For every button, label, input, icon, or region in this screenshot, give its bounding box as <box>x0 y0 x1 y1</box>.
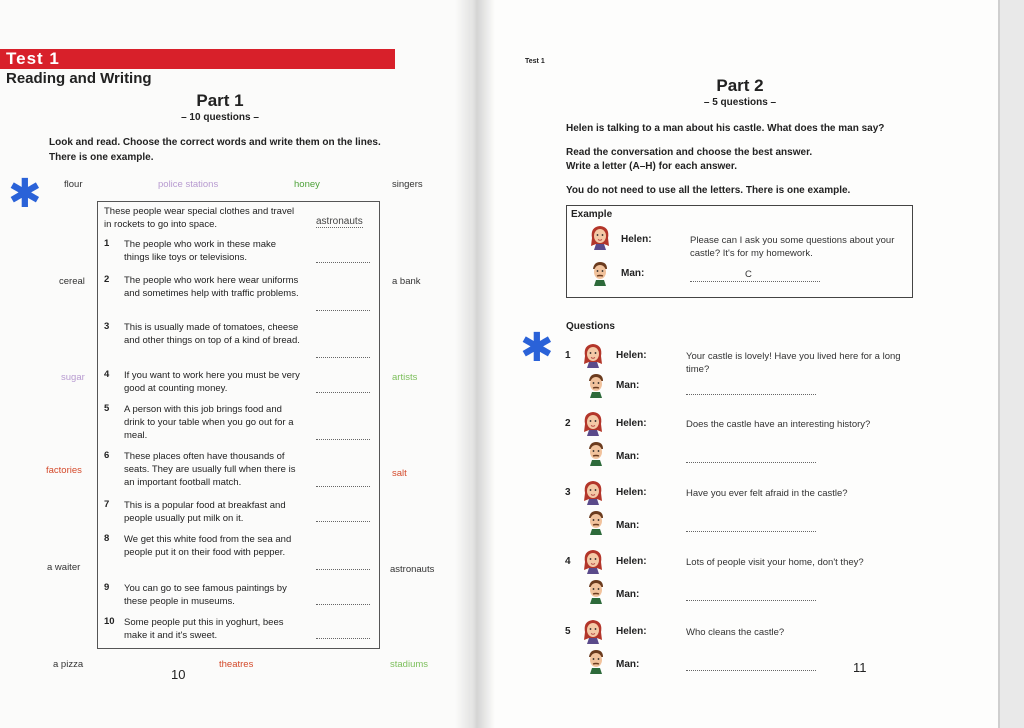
word-cereal: cereal <box>59 276 85 287</box>
answer-line[interactable] <box>316 439 370 440</box>
question-number: 2 <box>565 418 571 429</box>
question-text: These places often have thousands of seats. They are usually full when there is an important football match. <box>124 451 296 488</box>
helen-face-icon <box>582 410 604 436</box>
helen-face-icon <box>582 479 604 505</box>
part-title: Part 1 <box>196 91 244 110</box>
answer-line[interactable] <box>316 569 370 570</box>
question-text: The people who work here wear uniforms and sometimes help with traffic problems. <box>124 275 299 299</box>
question-text: This is usually made of tomatoes, cheese and other things on top of a kind of bread. <box>124 322 300 346</box>
question-text: If you want to work here you must be very good at counting money. <box>124 370 300 394</box>
part-subtitle: – 5 questions – <box>703 97 777 108</box>
question-text: A person with this job brings food and drink to your table when you go out for a meal. <box>124 404 294 441</box>
word-stadiums: stadiums <box>390 659 429 670</box>
word-a-bank: a bank <box>392 276 421 287</box>
page-number: 11 <box>853 660 867 675</box>
example-box <box>566 205 913 298</box>
helen-utterance: Lots of people visit your home, don't they? <box>686 557 864 568</box>
question-number: 7 <box>104 499 110 510</box>
question-number: 1 <box>104 238 110 249</box>
intro-text: Helen is talking to a man about his castle. What does the man say? <box>566 123 885 134</box>
part-subtitle: – 10 questions – <box>181 112 259 123</box>
speaker-helen: Helen: <box>616 556 647 567</box>
man-face-icon <box>585 372 607 398</box>
word-singers: singers <box>392 179 423 190</box>
answer-line[interactable] <box>316 604 370 605</box>
question-number: 5 <box>565 626 571 637</box>
question-text: Some people put this in yoghurt, bees make it and it's sweet. <box>124 617 284 641</box>
instruction-line: Write a letter (A–H) for each answer. <box>566 161 737 172</box>
example-label: Example <box>571 209 613 220</box>
example-text: These people wear special clothes and travel in rockets to go into space. <box>104 206 295 230</box>
question-number: 4 <box>565 556 571 567</box>
page-number: 10 <box>171 667 186 682</box>
question-number: 9 <box>104 582 110 593</box>
man-face-icon <box>589 260 611 286</box>
helen-face-icon <box>582 548 604 574</box>
speaker-man: Man: <box>616 659 640 670</box>
helen-utterance: Does the castle have an interesting history? <box>686 419 871 430</box>
speaker-helen: Helen: <box>616 487 647 498</box>
word-a-pizza: a pizza <box>53 659 84 670</box>
helen-utterance: Who cleans the castle? <box>686 627 785 638</box>
dialogue-question <box>470 479 1000 539</box>
asterisk-icon: ✱ <box>520 325 554 371</box>
questions-label: Questions <box>566 321 615 332</box>
word-artists: artists <box>392 372 418 383</box>
question-text: The people who work in these make things like toys or televisions. <box>124 239 277 263</box>
word-theatres: theatres <box>219 659 254 670</box>
helen-utterance: Please can I ask you some questions about your castle? It's for my homework. <box>690 235 895 259</box>
question-text: This is a popular food at breakfast and people usually put milk on it. <box>124 500 286 524</box>
word-flour: flour <box>64 179 83 190</box>
dialogue-question <box>470 618 1000 678</box>
helen-utterance: Have you ever felt afraid in the castle? <box>686 488 848 499</box>
answer-line[interactable] <box>316 486 370 487</box>
word-factories: factories <box>46 465 82 476</box>
speaker-helen: Helen: <box>616 350 647 361</box>
word-police-stations: police stations <box>158 179 219 190</box>
helen-face-icon <box>582 618 604 644</box>
answer-line[interactable] <box>316 357 370 358</box>
example-answer: C <box>745 269 752 280</box>
question-number: 6 <box>104 450 110 461</box>
answer-line[interactable] <box>316 638 370 639</box>
man-face-icon <box>585 648 607 674</box>
speaker-helen: Helen: <box>616 418 647 429</box>
speaker-man: Man: <box>621 268 645 279</box>
answer-line[interactable] <box>686 670 816 671</box>
left-page <box>0 0 470 728</box>
speaker-man: Man: <box>616 589 640 600</box>
question-box <box>97 201 380 649</box>
example-answer: astronauts <box>316 216 363 227</box>
instructions: Look and read. Choose the correct words and write them on the lines. There is one example. <box>49 137 381 163</box>
question-number: 3 <box>565 487 571 498</box>
section-title: Reading and Writing <box>6 70 152 87</box>
question-text: We get this white food from the sea and people put it on their food with pepper. <box>124 534 292 558</box>
answer-line[interactable] <box>316 262 370 263</box>
answer-line[interactable] <box>686 462 816 463</box>
answer-line[interactable] <box>316 521 370 522</box>
answer-line[interactable] <box>316 392 370 393</box>
answer-line <box>690 281 820 282</box>
man-face-icon <box>585 440 607 466</box>
word-astronauts: astronauts <box>390 564 435 575</box>
dialogue-question <box>470 410 1000 470</box>
answer-line[interactable] <box>316 310 370 311</box>
page-edge <box>998 0 1000 728</box>
asterisk-icon: ✱ <box>8 171 42 217</box>
question-number: 4 <box>104 369 110 380</box>
word-sugar: sugar <box>61 372 85 383</box>
question-number: 3 <box>104 321 110 332</box>
man-face-icon <box>585 509 607 535</box>
question-number: 2 <box>104 274 110 285</box>
dialogue-question <box>470 342 1000 402</box>
word-a-waiter: a waiter <box>47 562 81 573</box>
question-text: You can go to see famous paintings by these people in museums. <box>124 583 287 607</box>
question-number: 10 <box>104 616 115 627</box>
speaker-man: Man: <box>616 380 640 391</box>
word-salt: salt <box>392 468 407 479</box>
answer-line[interactable] <box>686 531 816 532</box>
question-number: 5 <box>104 403 110 414</box>
man-face-icon <box>585 578 607 604</box>
dialogue-question <box>470 548 1000 608</box>
speaker-man: Man: <box>616 520 640 531</box>
question-number: 8 <box>104 533 110 544</box>
question-number: 1 <box>565 350 571 361</box>
helen-face-icon <box>589 224 611 250</box>
test-banner: Test 1 <box>0 49 395 69</box>
helen-face-icon <box>582 342 604 368</box>
answer-line[interactable] <box>686 394 816 395</box>
speaker-man: Man: <box>616 451 640 462</box>
speaker-helen: Helen: <box>621 234 652 245</box>
running-head: Test 1 <box>525 58 545 65</box>
speaker-helen: Helen: <box>616 626 647 637</box>
instruction-line: Read the conversation and choose the best answer. <box>566 147 813 158</box>
right-page <box>470 0 1000 728</box>
part-title: Part 2 <box>716 76 764 95</box>
answer-line[interactable] <box>686 600 816 601</box>
helen-utterance: Your castle is lovely! Have you lived here for a long time? <box>686 351 901 375</box>
word-honey: honey <box>294 179 320 190</box>
note-text: You do not need to use all the letters. There is one example. <box>566 185 851 196</box>
